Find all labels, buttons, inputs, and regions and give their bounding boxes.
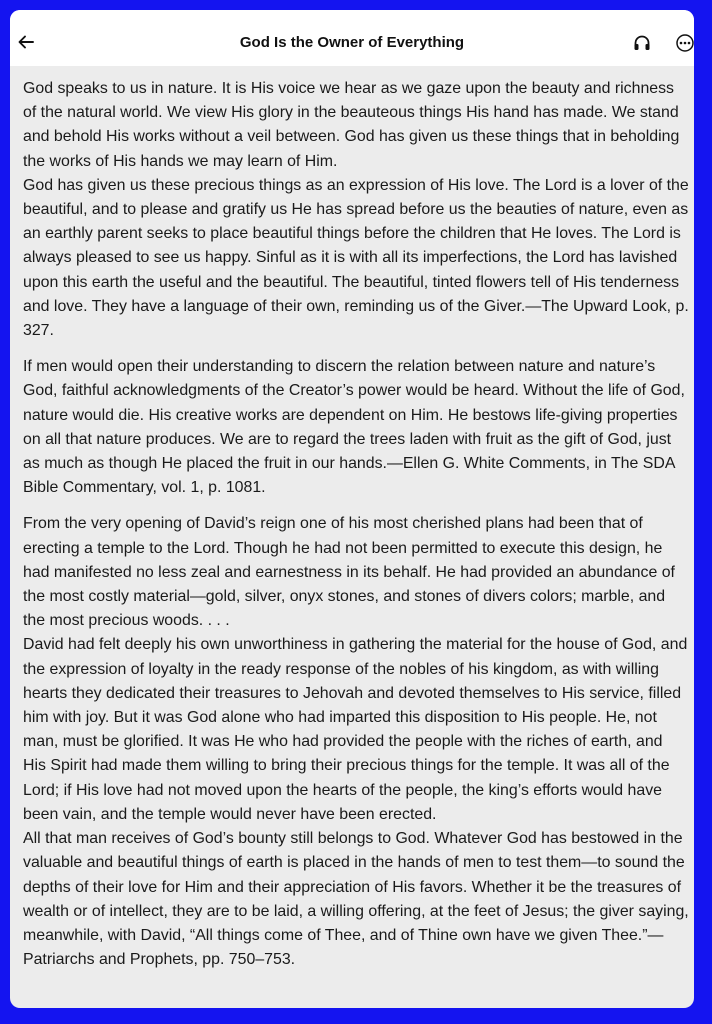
headphones-icon [632, 33, 652, 53]
back-button[interactable] [14, 30, 38, 54]
paragraph: God has given us these precious things as an expression of His love. The Lord is a lover of the beautiful, and to please and gratify us He has spread before us the beauties of nature, even as an earthly parent seeks to place beautiful things before the children that He loves. The Lord is always pleased to see us happy. Sinful as it is with all its imperfections, the Lord has lavished upon this earth the useful and the beautiful. The beautiful, tinted flowers tell of His tenderness and love. They have a language of their own, reminding us of the Giver.—The Upward Look, p. 327. [23, 176, 689, 340]
paragraph: If men would open their understanding to discern the relation between nature and nature’s God, faithful acknowledgments of the Creator’s power would be heard. Without the life of God, nature would die. His creative works are dependent on Him. He bestows life-giving properties on all that nature produces. We are to regard the trees laden with fruit as the gift of God, just as much as though He placed the fruit in our hands.—Ellen G. White Comments, in The SDA Bible Commentary, vol. 1, p. 1081. [23, 358, 685, 497]
more-options-button[interactable] [673, 31, 694, 55]
more-horizontal-icon [675, 33, 694, 53]
reading-content [23, 77, 689, 972]
page-title: God Is the Owner of Everything [239, 34, 465, 51]
paragraph: David had felt deeply his own unworthiness in gathering the material for the house of God, and the expression of loyalty in the ready response of the nobles of his kingdom, as with willing hearts they dedicated their treasures to Jehovah and devoted themselves to His service, filled him with joy. But it was God alone who had imparted this disposition to His people. He, not man, must be glorified. It was He who had provided the people with the riches of earth, and His Spirit had made them willing to bring their precious things for the temple. It was all of the Lord; if His love had not moved upon the hearts of the people, the king’s efforts would have been vain, and the temple would never have been erected. [23, 636, 688, 823]
paragraph: God speaks to us in nature. It is His voice we hear as we gaze upon the beauty and richness of the natural world. We view His glory in the beauteous things His hand has made. We stand and behold His works without a veil between. God has given us these things that in beholding the works of His hands we may learn of Him. [23, 80, 680, 170]
reader-window [10, 10, 694, 1008]
arrow-left-icon [17, 33, 35, 51]
paragraph: All that man receives of God’s bounty still belongs to God. Whatever God has bestowed in the valuable and beautiful things of earth is placed in the hands of men to test them—to sound the depths of their love for Him and their appreciation of His favors. Whether it be the treasures of wealth or of intellect, they are to be laid, a willing offering, at the feet of Jesus; the giver saying, meanwhile, with David, “All things come of Thee, and of Thine own have we given Thee.”—Patriarchs and Prophets, pp. 750–753. [23, 830, 689, 969]
top-bar [10, 10, 694, 66]
paragraph: From the very opening of David’s reign one of his most cherished plans had been that of erecting a temple to the Lord. Though he had not been permitted to execute this design, he had manifested no less zeal and earnestness in its behalf. He had provided an abundance of the most costly material—gold, silver, onyx stones, and stones of divers colors; marble, and the most precious woods. . . . [23, 515, 675, 630]
listen-button[interactable] [630, 31, 654, 55]
